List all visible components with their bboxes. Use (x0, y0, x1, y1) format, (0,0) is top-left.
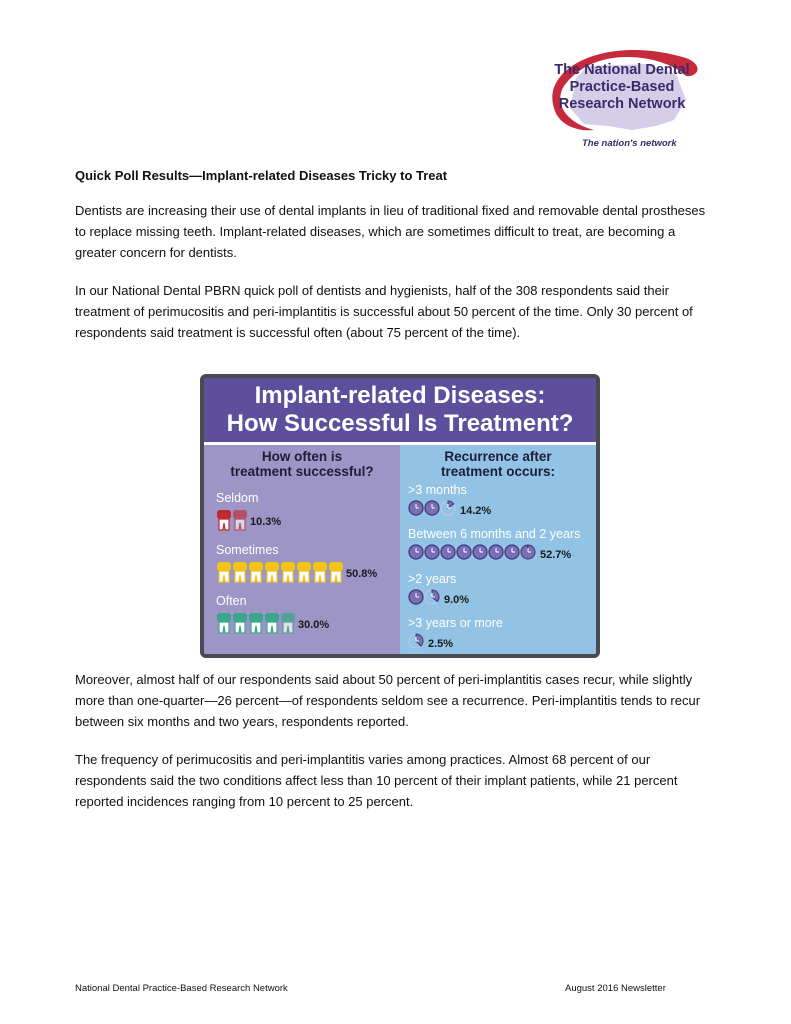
teeth-pictograph (216, 561, 344, 583)
logo-tagline: The nation's network (582, 138, 677, 149)
success-heading-line1: How often is (261, 449, 343, 464)
clock-icon (505, 545, 519, 559)
tooth-icon (233, 510, 247, 530)
clock-pictograph (408, 633, 424, 649)
chart-value-label: 30.0% (298, 619, 330, 631)
infographic-header (204, 378, 596, 445)
clock-icon (409, 545, 423, 559)
tooth-icon (313, 562, 327, 582)
tooth-icon (249, 562, 263, 582)
clock-icon (409, 501, 423, 515)
chart-value-label: 14.2% (460, 505, 492, 517)
recurrence-panel (400, 445, 596, 654)
infographic-title-line2: How Successful Is Treatment? (226, 410, 574, 437)
infographic (200, 374, 600, 658)
chart-category-label: >3 years or more (408, 616, 503, 630)
tooth-icon (233, 562, 247, 582)
recurrence-clock-bar (408, 633, 424, 654)
recurrence-clock-bar (408, 544, 536, 565)
chart-category-label: Between 6 months and 2 years (408, 527, 581, 541)
clock-icon (489, 545, 503, 559)
clock-icon (521, 545, 535, 559)
success-panel (204, 445, 400, 654)
infographic-title-line1: Implant-related Diseases: (254, 382, 546, 409)
tooth-icon (217, 510, 231, 530)
clock-icon (425, 590, 439, 604)
chart-category-label: Sometimes (216, 543, 279, 557)
recurrence-heading (400, 449, 596, 479)
paragraph-frequency: The frequency of perimucositis and peri-implantitis varies among practices. Almost 68 percent of our respondents said the two conditions affect less than 10 percent of their implant patients, while 21 percent reported incidences ranging from 10 percent to 25 percent. (75, 752, 678, 809)
logo-text (547, 62, 697, 113)
tooth-icon (297, 562, 311, 582)
tooth-icon (329, 562, 343, 582)
network-logo (536, 38, 698, 150)
recurrence-heading-line1: Recurrence after (444, 449, 552, 464)
success-heading (204, 449, 400, 479)
tooth-icon (265, 562, 279, 582)
clock-icon (409, 590, 423, 604)
teeth-pictograph (216, 612, 296, 634)
clock-icon (473, 545, 487, 559)
chart-value-label: 9.0% (444, 594, 470, 606)
chart-category-label: >2 years (408, 572, 457, 586)
clock-icon (425, 545, 439, 559)
clock-pictograph (408, 589, 440, 605)
teeth-pictograph (216, 509, 248, 531)
logo-line: The National Dental (554, 62, 690, 78)
tooth-icon (217, 613, 231, 633)
tooth-icon (281, 562, 295, 582)
chart-category-label: Often (216, 594, 247, 608)
paragraph-recurrence: Moreover, almost half of our respondents said about 50 percent of peri-implantitis cases recur, while slightly more than one-quarter—26 percent—of respondents seldom see a recurrence. Peri-implantitis tends to recur between six months and two years, respondents reported. (75, 672, 701, 729)
tooth-icon (281, 613, 295, 633)
chart-category-label: Seldom (216, 491, 259, 505)
logo-line: Research Network (558, 96, 686, 112)
tooth-icon (249, 613, 263, 633)
tooth-icon (233, 613, 247, 633)
clock-icon (457, 545, 471, 559)
article-headline: Quick Poll Results—Implant-related Diseases Tricky to Treat (75, 168, 448, 183)
clock-pictograph (408, 544, 536, 560)
often-teeth-bar (216, 612, 296, 639)
chart-category-label: >3 months (408, 483, 467, 497)
recurrence-heading-line2: treatment occurs: (440, 464, 556, 479)
recurrence-clock-bar (408, 500, 456, 521)
clock-icon (441, 545, 455, 559)
recurrence-clock-bar (408, 589, 440, 610)
chart-value-label: 52.7% (540, 549, 572, 561)
footer-issue-date: August 2016 Newsletter (565, 983, 666, 994)
clock-icon (441, 501, 455, 515)
chart-value-label: 2.5% (428, 638, 454, 650)
clock-icon (425, 501, 439, 515)
tooth-icon (265, 613, 279, 633)
seldom-teeth-bar (216, 509, 248, 536)
chart-value-label: 50.8% (346, 568, 378, 580)
clock-pictograph (408, 500, 456, 516)
footer-organization: National Dental Practice-Based Research Network (75, 983, 288, 994)
tooth-icon (217, 562, 231, 582)
success-heading-line2: treatment successful? (230, 464, 374, 479)
paragraph-intro: Dentists are increasing their use of dental implants in lieu of traditional fixed and removable dental prostheses to replace missing teeth. Implant-related diseases, which are sometimes difficult to treat, are becoming a greater concern for dentists. (75, 203, 706, 260)
paragraph-poll: In our National Dental PBRN quick poll of dentists and hygienists, half of the 308 respondents said their treatment of perimucositis and peri-implantitis is successful about 50 percent of the time. Only 30 percent of respondents said treatment is successful often (about 75 percent of the time). (75, 283, 693, 340)
chart-value-label: 10.3% (250, 516, 282, 528)
clock-icon (409, 634, 423, 648)
sometimes-teeth-bar (216, 561, 344, 588)
logo-line: Practice-Based (569, 79, 675, 95)
